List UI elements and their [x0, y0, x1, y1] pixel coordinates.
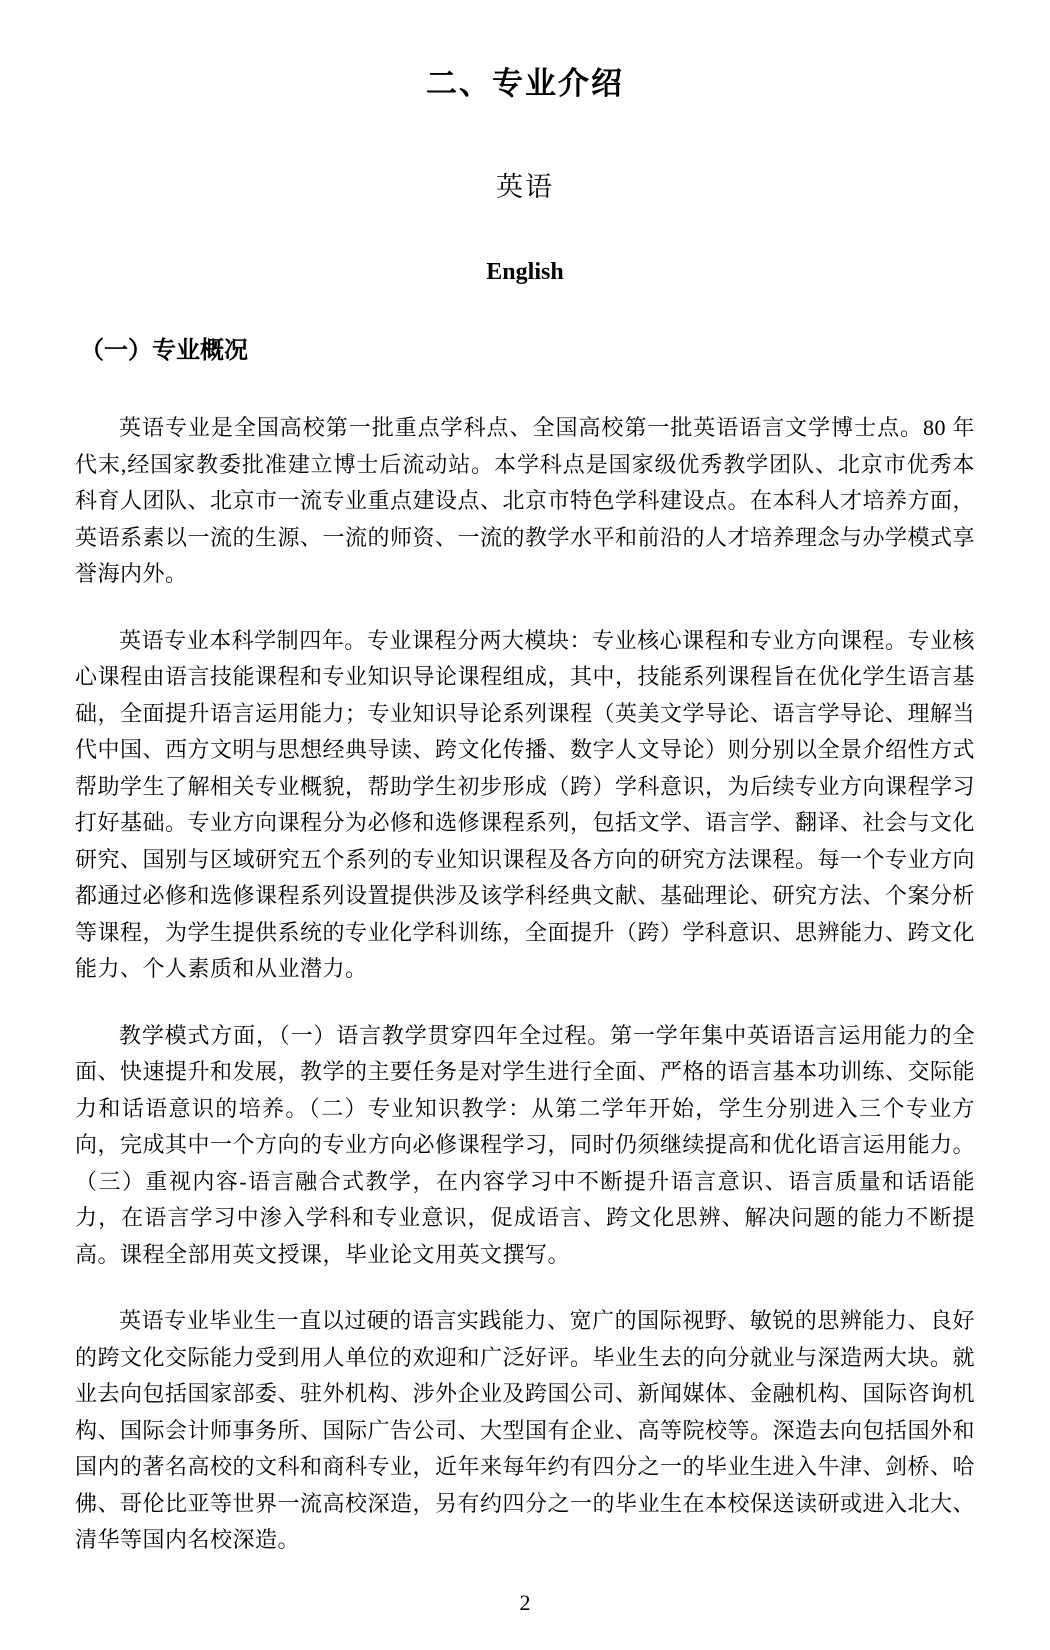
body-paragraph-1: 英语专业是全国高校第一批重点学科点、全国高校第一批英语语言文学博士点。80 年代末,经国家教委批准建立博士后流动站。本学科点是国家级优秀教学团队、北京市优秀本科育人团队、北京市一流专业重点建设点、北京市特色学科建设点。在本科人才培养方面，英语系素以一流的生源、一流的师资、一流的教学水平和前沿的人才培养理念与办学模式享誉海内外。	[75, 415, 976, 586]
document-title: 二、专业介绍	[426, 66, 624, 101]
body-paragraph-2: 英语专业本科学制四年。专业课程分两大模块：专业核心课程和专业方向课程。专业核心课程由语言技能课程和专业知识导论课程组成，其中，技能系列课程旨在优化学生语言基础，全面提升语言运用能力；专业知识导论系列课程（英美文学导论、语言学导论、理解当代中国、西方文明与思想经典导读、跨文化传播、数字人文导论）则分别以全景介绍性方式帮助学生了解相关专业概貌，帮助学生初步形成（跨）学科意识，为后续专业方向课程学习打好基础。专业方向课程分为必修和选修课程系列，包括文学、语言学、翻译、社会与文化研究、国别与区域研究五个系列的专业知识课程及各方向的研究方法课程。每一个专业方向都通过必修和选修课程系列设置提供涉及该学科经典文献、基础理论、研究方法、个案分析等课程，为学生提供系统的专业化学科训练，全面提升（跨）学科意识、思辨能力、跨文化能力、个人素质和从业潜力。	[75, 627, 976, 981]
section-heading-overview: （一）专业概况	[80, 338, 248, 364]
body-text	[75, 410, 975, 1559]
major-title-chinese: 英语	[496, 172, 554, 202]
major-title-english: English	[486, 259, 564, 285]
body-paragraph-4: 英语专业毕业生一直以过硬的语言实践能力、宽广的国际视野、敏锐的思辨能力、良好的跨文化交际能力受到用人单位的欢迎和广泛好评。毕业生去的向分就业与深造两大块。就业去向包括国家部委、驻外机构、涉外企业及跨国公司、新闻媒体、金融机构、国际咨询机构、国际会计师事务所、国际广告公司、大型国有企业、高等院校等。深造去向包括国外和国内的著名高校的文科和商科专业，近年来每年约有四分之一的毕业生进入牛津、剑桥、哈佛、哥伦比亚等世界一流高校深造，另有约四分之一的毕业生在本校保送读研或进入北大、清华等国内名校深造。	[75, 1308, 976, 1552]
body-paragraph-3: 教学模式方面，（一）语言教学贯穿四年全过程。第一学年集中英语语言运用能力的全面、快速提升和发展，教学的主要任务是对学生进行全面、严格的语言基本功训练、交际能力和话语意识的培养。（二）专业知识教学：从第二学年开始，学生分别进入三个专业方向，完成其中一个方向的专业方向必修课程学习，同时仍须继续提高和优化语言运用能力。（三）重视内容-语言融合式教学，在内容学习中不断提升语言意识、语言质量和话语能力，在语言学习中渗入学科和专业意识，促成语言、跨文化思辨、解决问题的能力不断提高。课程全部用英文授课，毕业论文用英文撰写。	[75, 1022, 976, 1267]
page-content	[75, 0, 975, 1559]
page-number: 2	[519, 1590, 531, 1615]
